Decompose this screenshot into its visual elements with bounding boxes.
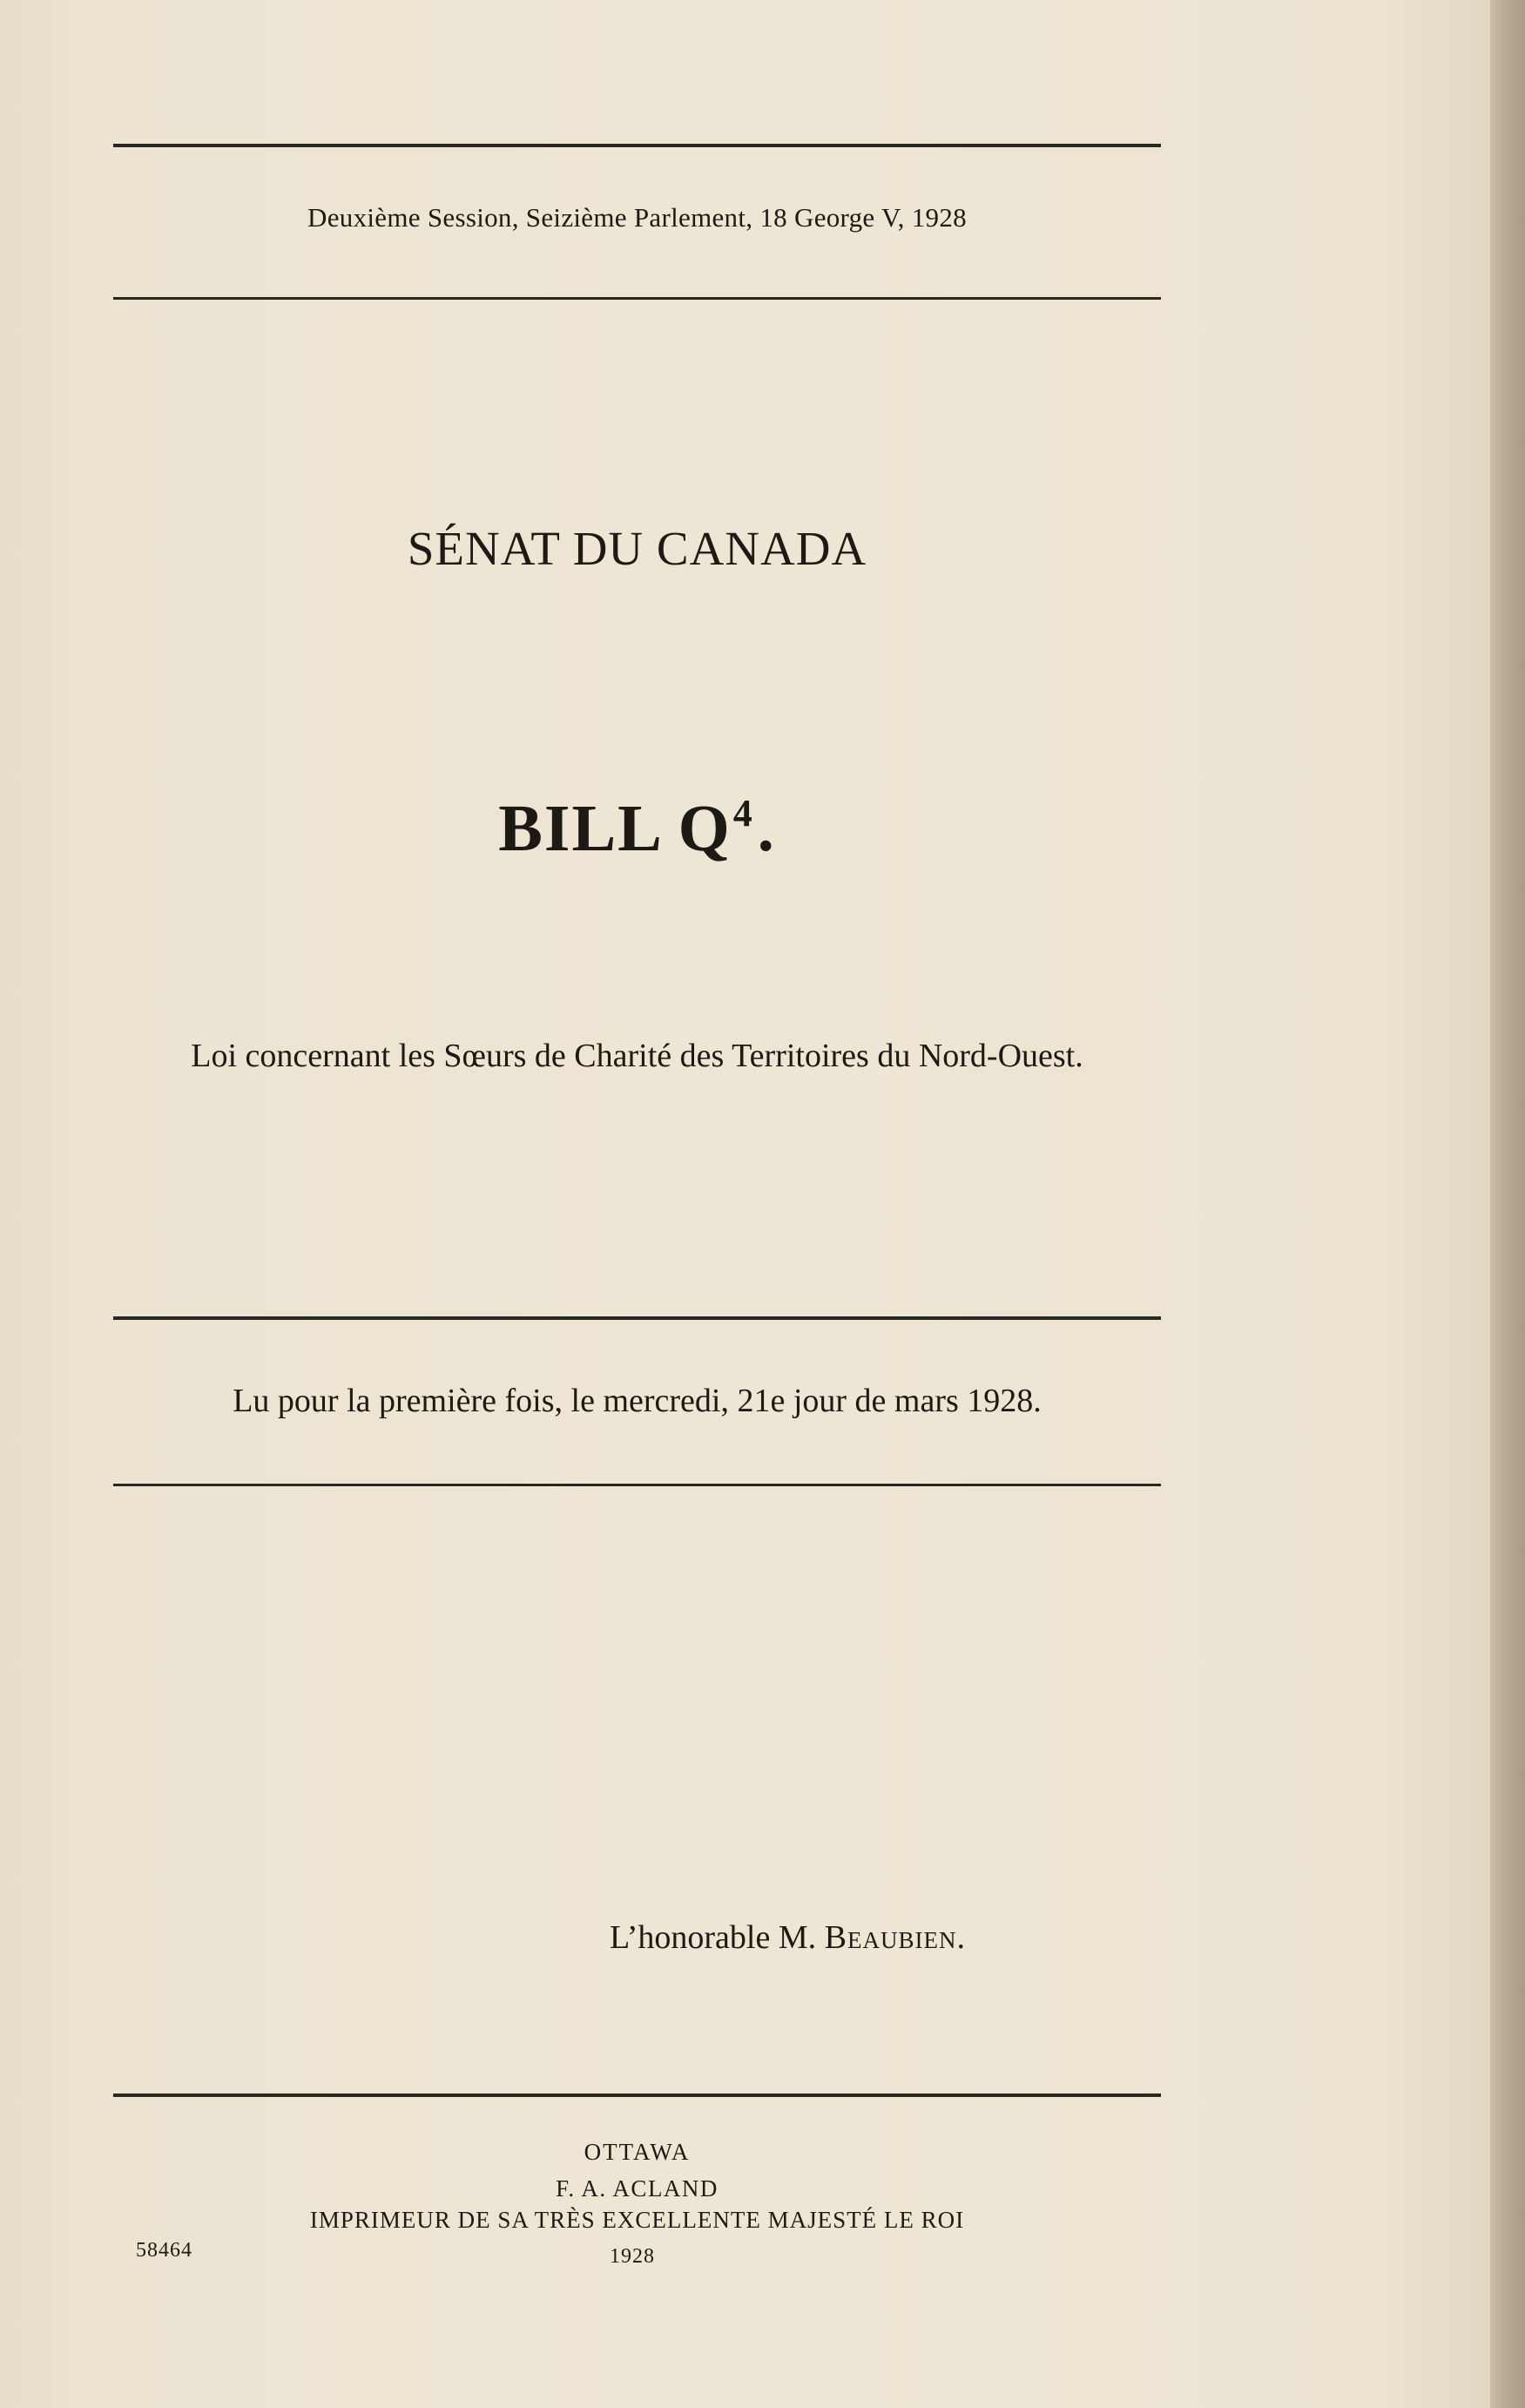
senate-heading: SÉNAT DU CANADA [407,522,867,575]
session-rule [113,297,1161,300]
imprint-year: 1928 [610,2245,655,2268]
sponsor-line [610,1918,966,1957]
top-rule [113,144,1161,147]
bill-period: . [757,792,776,865]
sponsor-prefix: L’honorable M. [610,1919,825,1956]
sponsor-name: Beaubien. [824,1919,966,1956]
imprint-city: OTTAWA [584,2139,691,2165]
document-code: 58464 [136,2239,192,2262]
imprint-printer: F. A. ACLAND [556,2175,719,2202]
page-edge [1490,0,1525,2408]
reading-bottom-rule [113,1484,1161,1486]
imprint-printer-title: IMPRIMEUR DE SA TRÈS EXCELLENTE MAJESTÉ LE ROI [309,2207,965,2233]
bill-description: Loi concernant les Sœurs de Charité des Territoires du Nord-Ouest. [191,1038,1083,1074]
reading-top-rule [113,1316,1161,1320]
bill-label: BILL Q [498,792,732,865]
bill-title [113,791,1161,867]
imprint-rule [113,2093,1161,2097]
bill-superscript: 4 [732,792,754,835]
session-line: Deuxième Session, Seizième Parlement, 18 George V, 1928 [307,202,967,233]
reading-notice: Lu pour la première fois, le mercredi, 21e jour de mars 1928. [233,1383,1042,1419]
